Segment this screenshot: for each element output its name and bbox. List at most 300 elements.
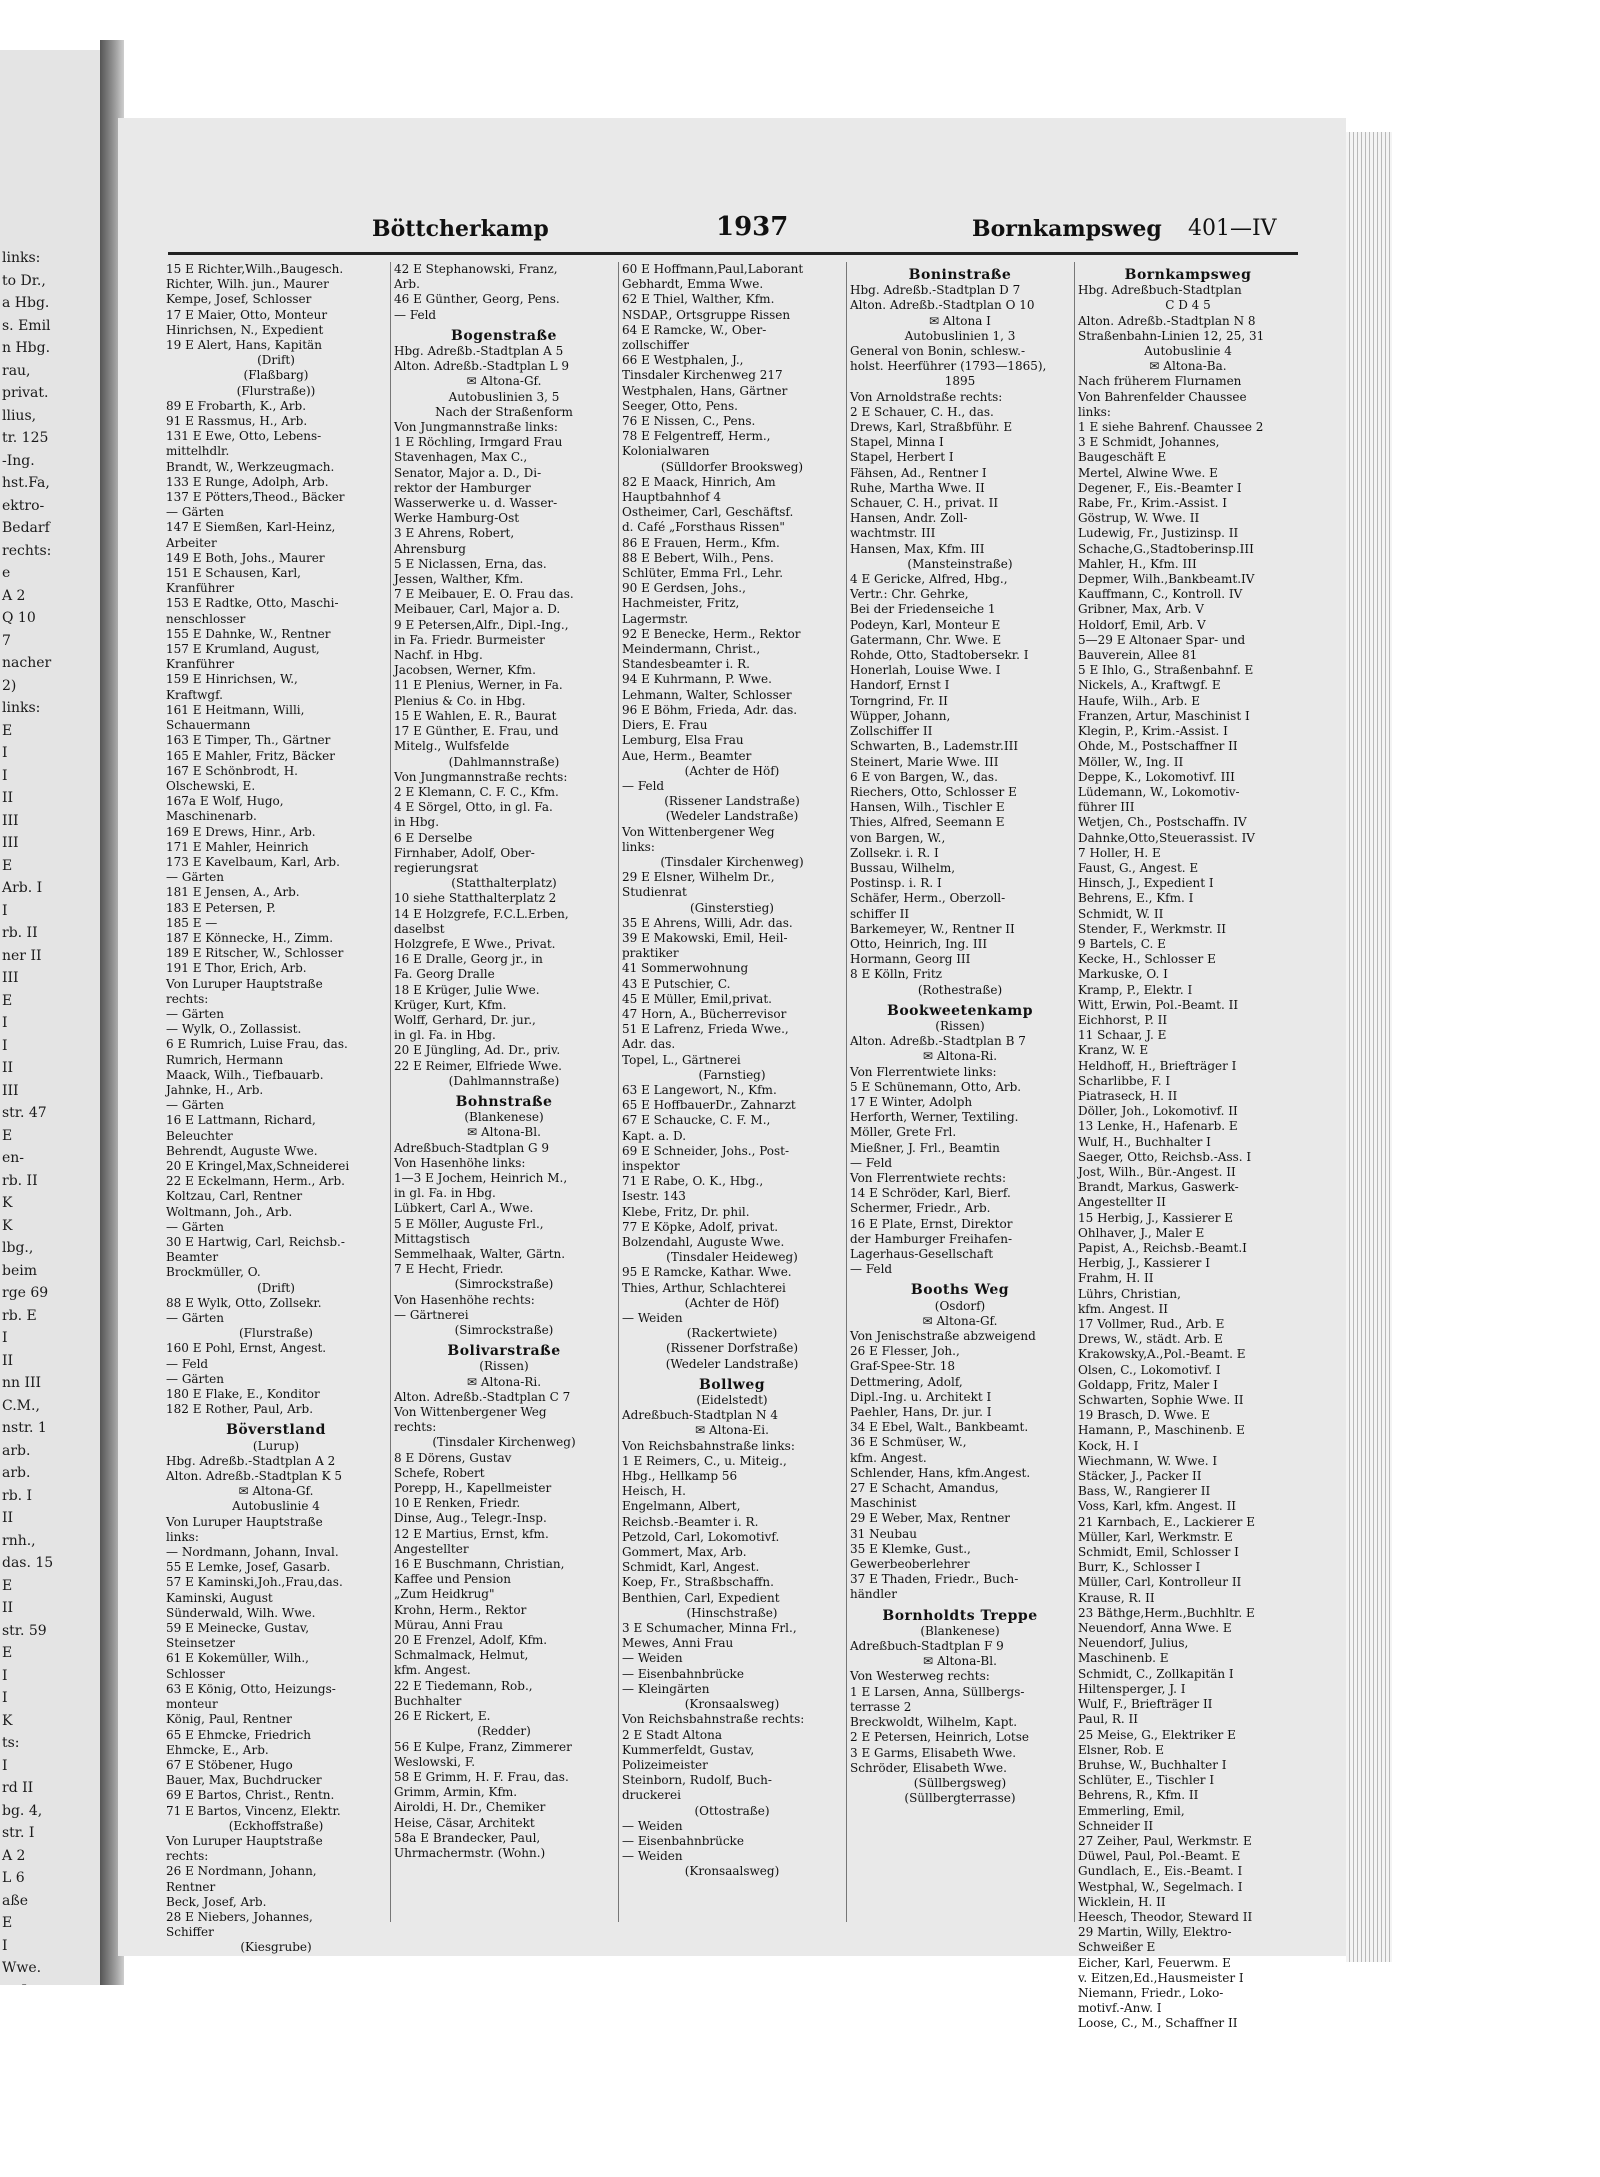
directory-entry: 27 E Schacht, Amandus, xyxy=(850,1481,999,1496)
facing-page-text: Q 10 xyxy=(2,610,36,626)
directory-entry: Rohde, Otto, Stadtobersekr. I xyxy=(850,648,1029,663)
directory-entry: — Weiden xyxy=(622,1311,683,1326)
directory-entry: Döller, Joh., Lokomotivf. II xyxy=(1078,1104,1238,1119)
directory-entry: Barkemeyer, W., Rentner II xyxy=(850,921,1015,936)
directory-entry: 61 E Kokemüller, Wilh., xyxy=(166,1651,309,1666)
street-reference: (Ginsterstieg) xyxy=(690,900,774,915)
directory-entry: 16 E Buschmann, Christian, xyxy=(394,1557,565,1572)
facing-page-text: II xyxy=(2,790,14,806)
directory-entry: Schweißer E xyxy=(1078,1940,1156,1955)
facing-page-text: llius, xyxy=(2,407,37,424)
directory-entry: 69 E Bartos, Christ., Rentn. xyxy=(166,1788,335,1803)
directory-entry: 5 E Niclassen, Erna, das. xyxy=(394,556,547,571)
facing-page-text: I xyxy=(2,767,8,784)
street-reference: (Statthalterplatz) xyxy=(451,876,557,891)
directory-entry: Bussau, Wilhelm, xyxy=(850,860,956,875)
directory-entry: v. Eitzen,Ed.,Hausmeister I xyxy=(1078,1970,1244,1985)
directory-entry: terrasse 2 xyxy=(850,1699,912,1714)
facing-page-text: rnh., xyxy=(2,1532,36,1549)
street-reference: (Rissener Landstraße) xyxy=(664,794,800,809)
directory-entry: Mürau, Anni Frau xyxy=(394,1617,503,1632)
directory-entry: Haufe, Wilh., Arb. E xyxy=(1078,693,1200,708)
directory-entry: Nickels, A., Kraftwgf. E xyxy=(1078,678,1221,693)
street-reference: (Wedeler Landstraße) xyxy=(665,1356,799,1371)
directory-entry: 7 E Meibauer, E. O. Frau das. xyxy=(394,587,574,602)
directory-entry: 19 Brasch, D. Wwe. E xyxy=(1078,1408,1210,1423)
directory-entry: praktiker xyxy=(622,946,679,961)
directory-entry: 2 E Schauer, C. H., das. xyxy=(850,404,994,419)
directory-entry: von Bargen, W., xyxy=(850,830,946,845)
directory-entry: in Hbg. xyxy=(394,815,440,830)
directory-entry: NSDAP., Ortsgruppe Rissen xyxy=(622,307,791,322)
facing-page-text: n Hbg. xyxy=(2,340,51,356)
directory-entry: 17 E Maier, Otto, Monteur xyxy=(166,307,328,322)
directory-entry: Von Hasenhöhe links: xyxy=(394,1155,526,1170)
facing-page-text: str. 47 xyxy=(2,1105,47,1121)
street-reference: (Dahlmannstraße) xyxy=(448,754,560,769)
directory-entry: 78 E Felgentreff, Herm., xyxy=(622,429,771,444)
facing-page-text: A 2 xyxy=(2,587,26,604)
street-reference: ✉ Altona-Gf. xyxy=(922,1313,998,1328)
directory-entry: Bauer, Max, Buchdrucker xyxy=(166,1773,322,1788)
directory-entry: Von Hasenhöhe rechts: xyxy=(394,1292,535,1307)
directory-entry: Hbg. Adreßb.-Stadtplan A 5 xyxy=(394,344,564,359)
directory-entry: 23 Bäthge,Herm.,Buchhltr. E xyxy=(1078,1605,1255,1620)
facing-page-text: E xyxy=(2,1127,13,1144)
directory-entry: Maschinist xyxy=(850,1496,917,1511)
directory-entry: Hbg. Adreßb.-Stadtplan A 2 xyxy=(166,1453,336,1468)
directory-entry: Lübkert, Carl A., Wwe. xyxy=(394,1201,534,1216)
directory-entry: 77 E Köpke, Adolf, privat. xyxy=(622,1219,779,1234)
directory-entry: 157 E Krumland, August, xyxy=(166,642,320,657)
directory-entry: kfm. Angest. xyxy=(394,1663,471,1678)
facing-page-text: rb. II xyxy=(2,925,38,941)
directory-entry: Schröder, Elisabeth Wwe. xyxy=(850,1760,1007,1775)
facing-page-text: ner II xyxy=(2,947,42,964)
directory-entry: Faust, G., Angest. E xyxy=(1078,860,1199,875)
directory-entry: Olsen, C., Lokomotivf. I xyxy=(1078,1362,1221,1377)
directory-entry: 159 E Hinrichsen, W., xyxy=(166,672,298,687)
directory-entry: 149 E Both, Johs., Maurer xyxy=(166,550,325,565)
directory-entry: 1 E Larsen, Anna, Süllbergs- xyxy=(850,1684,1025,1699)
directory-entry: Hbg., Hellkamp 56 xyxy=(622,1469,738,1484)
directory-entry: 51 E Lafrenz, Frieda Wwe., xyxy=(622,1022,789,1037)
directory-entry: Loose, C., M., Schaffner II xyxy=(1078,2016,1238,2031)
scan-margin-top xyxy=(0,0,1600,50)
directory-entry: Elsner, Rob. E xyxy=(1078,1742,1164,1757)
directory-entry: 3 E Schumacher, Minna Frl., xyxy=(622,1621,797,1636)
directory-entry: 8 E Kölln, Fritz xyxy=(850,967,942,982)
directory-entry: — Gärten xyxy=(166,1219,224,1234)
directory-entry: Paul, R. II xyxy=(1078,1712,1139,1727)
directory-entry: rechts: xyxy=(166,991,209,1006)
directory-entry: 86 E Frauen, Herm., Kfm. xyxy=(622,535,780,550)
street-reference: (Drift) xyxy=(257,1280,295,1295)
directory-entry: Lagerhaus-Gesellschaft xyxy=(850,1247,994,1261)
directory-entry: inspektor xyxy=(622,1158,680,1173)
directory-entry: Von Wittenbergener Weg xyxy=(394,1405,547,1420)
street-reference: (Achter de Höf) xyxy=(684,1295,780,1310)
directory-entry: Witt, Erwin, Pol.-Beamt. II xyxy=(1078,997,1239,1012)
directory-entry: Weslowski, F. xyxy=(394,1754,476,1769)
directory-entry: Möller, Grete Frl. xyxy=(850,1125,957,1140)
directory-entry: 3 E Ahrens, Robert, xyxy=(394,526,515,541)
facing-page-text: II xyxy=(2,1352,14,1369)
street-reference: (Rissen) xyxy=(479,1359,529,1374)
directory-entry: Heise, Cäsar, Architekt xyxy=(394,1815,535,1830)
directory-entry: Senator, Major a. D., Di- xyxy=(394,465,542,480)
directory-entry: Koltzau, Carl, Rentner xyxy=(166,1189,303,1204)
directory-entry: 96 E Böhm, Frieda, Adr. das. xyxy=(622,702,798,717)
directory-entry: 153 E Radtke, Otto, Maschi- xyxy=(166,596,339,611)
facing-page-text: rge 69 xyxy=(2,1285,49,1301)
directory-entry: Mewes, Anni Frau xyxy=(622,1636,734,1651)
directory-entry: Ludewig, Fr., Justizinsp. II xyxy=(1078,526,1239,541)
page-number: 401—IV xyxy=(1188,216,1277,241)
street-reference: (Osdorf) xyxy=(934,1298,986,1313)
directory-entry: Scharlibbe, F. I xyxy=(1078,1073,1171,1088)
facing-page-text: ts: xyxy=(2,1735,20,1751)
directory-entry: Möller, W., Ing. II xyxy=(1078,754,1184,769)
facing-page-text: str. I xyxy=(2,1825,35,1841)
directory-entry: Thies, Arthur, Schlachterei xyxy=(622,1280,786,1295)
directory-entry: Aue, Herm., Beamter xyxy=(622,748,752,763)
directory-entry: Graf-Spee-Str. 18 xyxy=(850,1359,956,1374)
directory-entry: Hauptbahnhof 4 xyxy=(622,490,721,505)
directory-entry: Schmidt, W. II xyxy=(1078,906,1164,921)
directory-entry: 67 E Schaucke, C. F. M., xyxy=(622,1113,771,1128)
directory-entry: 187 E Könnecke, H., Zimm. xyxy=(166,930,334,945)
directory-entry: — Gärtnerei xyxy=(394,1307,469,1322)
facing-page-text: hst.Fa, xyxy=(2,475,50,491)
directory-entry: 88 E Wylk, Otto, Zollsekr. xyxy=(166,1295,322,1310)
directory-entry: Firnhaber, Adolf, Ober- xyxy=(394,845,535,860)
column-5 xyxy=(1078,262,1298,2031)
facing-page-text: I xyxy=(2,1667,8,1684)
directory-entry: 11 Schaar, J. E xyxy=(1078,1028,1167,1043)
directory-entry: Werke Hamburg-Ost xyxy=(394,511,520,526)
directory-entry: Wasserwerke u. d. Wasser- xyxy=(394,496,558,511)
directory-entry: Neuendorf, Julius, xyxy=(1078,1636,1189,1651)
directory-entry: — Weiden xyxy=(622,1651,683,1666)
street-reference: (Lurup) xyxy=(252,1438,300,1453)
street-reference: (Kronsaalsweg) xyxy=(684,1864,780,1879)
directory-entry: 169 E Drews, Hinr., Arb. xyxy=(166,824,316,839)
directory-entry: Kecke, H., Schlosser E xyxy=(1078,952,1216,967)
directory-entry: Alton. Adreßb.-Stadtplan C 7 xyxy=(394,1389,571,1404)
directory-entry: Eichhorst, P. II xyxy=(1078,1012,1168,1027)
directory-entry: Schwarten, Sophie Wwe. II xyxy=(1078,1393,1244,1408)
directory-entry: Diers, E. Frau xyxy=(622,718,708,733)
directory-entry: Herforth, Werner, Textiling. xyxy=(850,1110,1019,1125)
directory-entry: Dettmering, Adolf, xyxy=(850,1374,963,1389)
directory-entry: Hbg. Adreßb.-Stadtplan D 7 xyxy=(850,283,1021,298)
directory-entry: 191 E Thor, Erich, Arb. xyxy=(166,961,307,976)
street-reference: Autobuslinien 1, 3 xyxy=(904,328,1016,343)
facing-page-text: I xyxy=(2,745,8,761)
directory-entry: — Gärten xyxy=(166,1371,224,1386)
street-reference: (Simrockstraße) xyxy=(454,1277,554,1292)
street-reference: (Farnstieg) xyxy=(698,1067,766,1082)
facing-page-text: arb. xyxy=(2,1442,31,1459)
street-reference: (Rissen) xyxy=(935,1018,985,1033)
directory-entry: Koep, Fr., Straßbschaffn. xyxy=(622,1575,774,1590)
directory-entry: Ohde, M., Postschaffner II xyxy=(1078,739,1238,754)
directory-entry: 4 E Gericke, Alfred, Hbg., xyxy=(850,572,1008,587)
directory-entry: Polizeimeister xyxy=(622,1757,708,1772)
directory-entry: 11 E Plenius, Werner, in Fa. xyxy=(394,678,563,693)
directory-entry: Lührs, Christian, xyxy=(1078,1286,1181,1301)
directory-entry: Alton. Adreßb.-Stadtplan B 7 xyxy=(850,1034,1026,1049)
street-heading: Bohnstraße xyxy=(455,1093,553,1110)
directory-entry: Nachf. in Hbg. xyxy=(394,648,483,663)
directory-entry: händler xyxy=(850,1587,897,1602)
directory-entry: — Gärten xyxy=(166,1098,224,1113)
facing-page-text: III xyxy=(2,812,19,829)
directory-entry: 163 E Timper, Th., Gärtner xyxy=(166,733,331,748)
directory-entry: 17 E Günther, E. Frau, und xyxy=(394,724,559,739)
header-left-street: Böttcherkamp xyxy=(372,216,549,242)
directory-entry: Baugeschäft E xyxy=(1078,450,1167,465)
directory-entry: Von Reichsbahnstraße rechts: xyxy=(622,1712,805,1727)
directory-entry: 71 E Rabe, O. K., Hbg., xyxy=(622,1174,764,1189)
directory-entry: Frahm, H. II xyxy=(1078,1271,1154,1286)
directory-entry: 183 E Petersen, P. xyxy=(166,900,276,915)
directory-entry: Studienrat xyxy=(622,885,687,900)
street-reference: (Hinschstraße) xyxy=(686,1605,778,1620)
directory-entry: 5 E Schünemann, Otto, Arb. xyxy=(850,1079,1022,1094)
directory-entry: Grimm, Armin, Kfm. xyxy=(394,1785,518,1800)
directory-entry: Neuendorf, Anna Wwe. E xyxy=(1078,1621,1232,1636)
facing-page-text: E xyxy=(2,1577,13,1594)
directory-entry: Torngrind, Fr. II xyxy=(850,693,948,708)
street-reference: (Blankenese) xyxy=(920,1623,1000,1638)
directory-entry: Adreßbuch-Stadtplan F 9 xyxy=(850,1639,1004,1654)
street-reference: ✉ Altona-Gf. xyxy=(238,1484,314,1499)
directory-entry: 46 E Günther, Georg, Pens. xyxy=(394,292,560,307)
facing-page-text: rechts: xyxy=(2,542,52,559)
directory-entry: 63 E König, Otto, Heizungs- xyxy=(166,1681,336,1696)
directory-entry: König, Paul, Rentner xyxy=(166,1712,292,1727)
directory-entry: Von Luruper Hauptstraße xyxy=(166,1833,323,1848)
street-reference: (Flurstraße) xyxy=(239,1326,313,1341)
facing-page-text: C.M., xyxy=(2,1397,40,1414)
directory-entry: 47 Horn, A., Bücherrevisor xyxy=(622,1006,787,1021)
directory-entry: Alton. Adreßb.-Stadtplan K 5 xyxy=(166,1469,342,1484)
directory-entry: Kramp, P., Elektr. I xyxy=(1078,982,1193,997)
directory-entry: Von Luruper Hauptstraße xyxy=(166,976,323,991)
directory-entry: Kaminski, August xyxy=(166,1590,273,1605)
directory-entry: 171 E Mahler, Heinrich xyxy=(166,839,309,854)
facing-page-text: e xyxy=(2,565,11,581)
directory-entry: Heesch, Theodor, Steward II xyxy=(1078,1909,1253,1924)
directory-entry: 189 E Ritscher, W., Schlosser xyxy=(166,946,344,961)
directory-entry: Topel, L., Gärtnerei xyxy=(622,1052,741,1067)
directory-entry: 14 E Schröder, Karl, Bierf. xyxy=(850,1186,1011,1201)
directory-entry: Isestr. 143 xyxy=(622,1189,686,1204)
facing-page-text: lbg., xyxy=(2,1240,34,1256)
facing-page-text: rb. E xyxy=(2,1307,37,1324)
directory-entry: Schwarten, B., Lademstr.III xyxy=(850,739,1019,754)
directory-entry: Krakowsky,A.,Pol.-Beamt. E xyxy=(1078,1347,1246,1362)
directory-entry: Gribner, Max, Arb. V xyxy=(1078,602,1204,617)
directory-entry: Von Westerweg rechts: xyxy=(850,1669,990,1684)
directory-entry: 10 siehe Statthalterplatz 2 xyxy=(394,891,557,906)
directory-entry: Schlender, Hans, kfm.Angest. xyxy=(850,1465,1031,1480)
directory-entry: 26 E Flesser, Joh., xyxy=(850,1344,960,1359)
column-divider xyxy=(618,262,619,1922)
facing-page-text: bg. 4, xyxy=(2,1802,43,1819)
facing-page-text: III xyxy=(2,835,19,851)
directory-entry: Klebe, Fritz, Dr. phil. xyxy=(622,1204,750,1219)
directory-entry: Dipl.-Ing. u. Architekt I xyxy=(850,1389,992,1404)
directory-entry: Schlosser xyxy=(166,1666,225,1681)
street-reference: Nach der Straßenform xyxy=(435,404,573,419)
street-reference: (Ottostraße) xyxy=(694,1803,770,1818)
directory-entry: Drews, W., städt. Arb. E xyxy=(1078,1332,1223,1347)
directory-entry: Straßenbahn-Linien 12, 25, 31 xyxy=(1078,328,1265,343)
directory-entry: Ehmcke, E., Arb. xyxy=(166,1742,269,1757)
directory-entry: 165 E Mahler, Fritz, Bäcker xyxy=(166,748,335,763)
directory-entry: Schneider II xyxy=(1078,1818,1154,1833)
directory-entry: 160 E Pohl, Ernst, Angest. xyxy=(166,1341,327,1356)
directory-entry: — Weiden xyxy=(622,1849,683,1864)
directory-entry: Steinert, Marie Wwe. III xyxy=(850,754,999,769)
street-reference: ✉ Altona I xyxy=(929,313,991,328)
directory-entry: 131 E Ewe, Otto, Lebens- xyxy=(166,429,322,444)
directory-entry: Hansen, Andr. Zoll- xyxy=(850,511,968,526)
directory-entry: Kock, H. I xyxy=(1078,1438,1139,1453)
street-reference: Autobuslinie 4 xyxy=(232,1499,320,1514)
directory-entry: Alton. Adreßb.-Stadtplan O 10 xyxy=(850,298,1035,313)
directory-entry: 22 E Tiedemann, Rob., xyxy=(394,1678,533,1693)
directory-entry: Heisch, H. xyxy=(622,1484,686,1499)
directory-entry: Wulf, H., Buchhalter I xyxy=(1078,1134,1211,1149)
header-rule xyxy=(168,252,1298,255)
directory-entry: Von Luruper Hauptstraße xyxy=(166,1514,323,1529)
directory-entry: Bass, W., Rangierer II xyxy=(1078,1484,1211,1499)
directory-entry: General von Bonin, schlesw.- xyxy=(850,344,1025,359)
facing-page-text: nstr. 1 xyxy=(2,1420,47,1436)
directory-entry: Deppe, K., Lokomotivf. III xyxy=(1078,769,1235,784)
facing-page-text: rb. II xyxy=(2,1172,38,1189)
directory-entry: Krüger, Kurt, Kfm. xyxy=(394,997,507,1012)
directory-entry: kfm. Angest. II xyxy=(1078,1301,1168,1316)
facing-page-text: L 6 xyxy=(2,1870,25,1886)
directory-entry: 9 E Petersen,Alfr., Dipl.-Ing., xyxy=(394,617,569,632)
facing-page-fragment xyxy=(0,50,110,1985)
column-4 xyxy=(850,262,1070,1922)
street-heading: Bornkampsweg xyxy=(1124,267,1252,283)
directory-entry: — Feld xyxy=(622,778,665,793)
directory-entry: — Weiden xyxy=(622,1818,683,1833)
directory-entry: Thies, Alfred, Seemann E xyxy=(850,815,1005,830)
directory-entry: Schlüter, Emma Frl., Lehr. xyxy=(622,566,784,581)
directory-entry: Papist, A., Reichsb.-Beamt.I xyxy=(1078,1241,1247,1255)
directory-entry: in gl. Fa. in Hbg. xyxy=(394,1186,496,1201)
directory-entry: 35 E Klemke, Gust., xyxy=(850,1541,971,1556)
facing-page-text: K xyxy=(2,1195,13,1211)
directory-entry: Müller, Karl, Werkmstr. E xyxy=(1078,1529,1233,1544)
facing-page-text: s. Emil xyxy=(2,317,51,334)
directory-entry: Breckwoldt, Wilhelm, Kapt. xyxy=(850,1715,1018,1730)
directory-entry: 1 E siehe Bahrenf. Chaussee 2 xyxy=(1078,420,1264,435)
directory-entry: 56 E Kulpe, Franz, Zimmerer xyxy=(394,1739,572,1754)
directory-entry: Kapt. a. D. xyxy=(622,1128,687,1143)
directory-entry: 29 E Weber, Max, Rentner xyxy=(850,1511,1011,1526)
directory-entry: 12 E Martius, Ernst, kfm. xyxy=(394,1526,549,1541)
directory-entry: Uhrmachermstr. (Wohn.) xyxy=(394,1845,546,1860)
directory-entry: Schäfer, Herm., Oberzoll- xyxy=(850,891,1006,906)
street-reference: C D 4 5 xyxy=(1165,298,1211,313)
facing-page-text: privat. xyxy=(2,385,49,401)
directory-entry: — Gärten xyxy=(166,870,224,885)
directory-entry: Hansen, Max, Kfm. III xyxy=(850,541,985,556)
facing-page-text: -Ing. xyxy=(2,452,35,469)
directory-entry: Schlüter, E., Tischler I xyxy=(1078,1773,1215,1788)
directory-entry: — Feld xyxy=(850,1262,893,1277)
directory-entry: Von Jungmannstraße rechts: xyxy=(394,769,568,784)
directory-entry: Engelmann, Albert, xyxy=(622,1499,741,1514)
directory-entry: Podeyn, Karl, Monteur E xyxy=(850,617,1001,632)
page-stack-edge xyxy=(1346,132,1392,1962)
directory-entry: in gl. Fa. in Hbg. xyxy=(394,1028,496,1043)
directory-entry: 36 E Schmüser, W., xyxy=(850,1435,967,1450)
directory-entry: Kempe, Josef, Schlosser xyxy=(166,292,312,307)
directory-entry: Rumrich, Hermann xyxy=(166,1052,284,1067)
directory-entry: 43 E Putschier, C. xyxy=(622,976,731,991)
facing-page-text: links: xyxy=(2,700,41,716)
directory-entry: Paehler, Hans, Dr. jur. I xyxy=(850,1405,992,1420)
directory-entry: 65 E HoffbauerDr., Zahnarzt xyxy=(622,1098,796,1113)
directory-entry: Gebhardt, Emma Wwe. xyxy=(622,277,764,292)
directory-entry: zollschiffer xyxy=(622,338,690,353)
directory-entry: 82 E Maack, Hinrich, Am xyxy=(622,474,776,489)
directory-entry: — Gärten xyxy=(166,505,224,520)
directory-entry: Kranführer xyxy=(166,581,235,596)
column-divider xyxy=(390,262,391,1922)
directory-entry: Wolff, Gerhard, Dr. jur., xyxy=(394,1012,536,1027)
street-reference: (Tinsdaler Heideweg) xyxy=(666,1250,798,1265)
facing-page-text: beim xyxy=(2,1262,37,1279)
directory-entry: Von Flerrentwiete rechts: xyxy=(850,1170,1006,1185)
directory-entry: Klegin, P., Krim.-Assist. I xyxy=(1078,724,1228,739)
directory-entry: Schache,G.,Stadtoberinsp.III xyxy=(1078,541,1254,556)
directory-entry: 8 E Dörens, Gustav xyxy=(394,1450,512,1465)
directory-entry: Krause, R. II xyxy=(1078,1590,1155,1605)
facing-page-text: II xyxy=(2,1600,14,1616)
column-divider xyxy=(1074,262,1075,1922)
directory-entry: 20 E Jüngling, Ad. Dr., priv. xyxy=(394,1043,561,1058)
directory-entry: Von Jenischstraße abzweigend xyxy=(850,1329,1036,1344)
facing-page-text: str. 59 xyxy=(2,1622,47,1639)
directory-entry: 30 E Hartwig, Carl, Reichsb.- xyxy=(166,1235,345,1249)
facing-page-text: aße xyxy=(2,1892,28,1909)
facing-page-text: rau, xyxy=(2,362,31,379)
directory-entry: Jahnke, H., Arb. xyxy=(166,1082,264,1097)
directory-entry: Jacobsen, Werner, Kfm. xyxy=(394,663,536,678)
street-reference: (Süllbergsweg) xyxy=(913,1775,1007,1790)
directory-entry: 180 E Flake, E., Konditor xyxy=(166,1387,320,1402)
directory-entry: daselbst xyxy=(394,921,445,936)
directory-entry: Brockmüller, O. xyxy=(166,1265,261,1280)
directory-entry: — Gärten xyxy=(166,1006,224,1021)
street-reference: (Rissener Dorfstraße) xyxy=(665,1341,799,1356)
directory-entry: 28 E Niebers, Johannes, xyxy=(166,1909,313,1924)
directory-entry: Alton. Adreßb.-Stadtplan L 9 xyxy=(394,359,569,374)
directory-entry: — Kleingärten xyxy=(622,1681,710,1696)
directory-entry: Depmer, Wilh.,Bankbeamt.IV xyxy=(1078,572,1255,587)
